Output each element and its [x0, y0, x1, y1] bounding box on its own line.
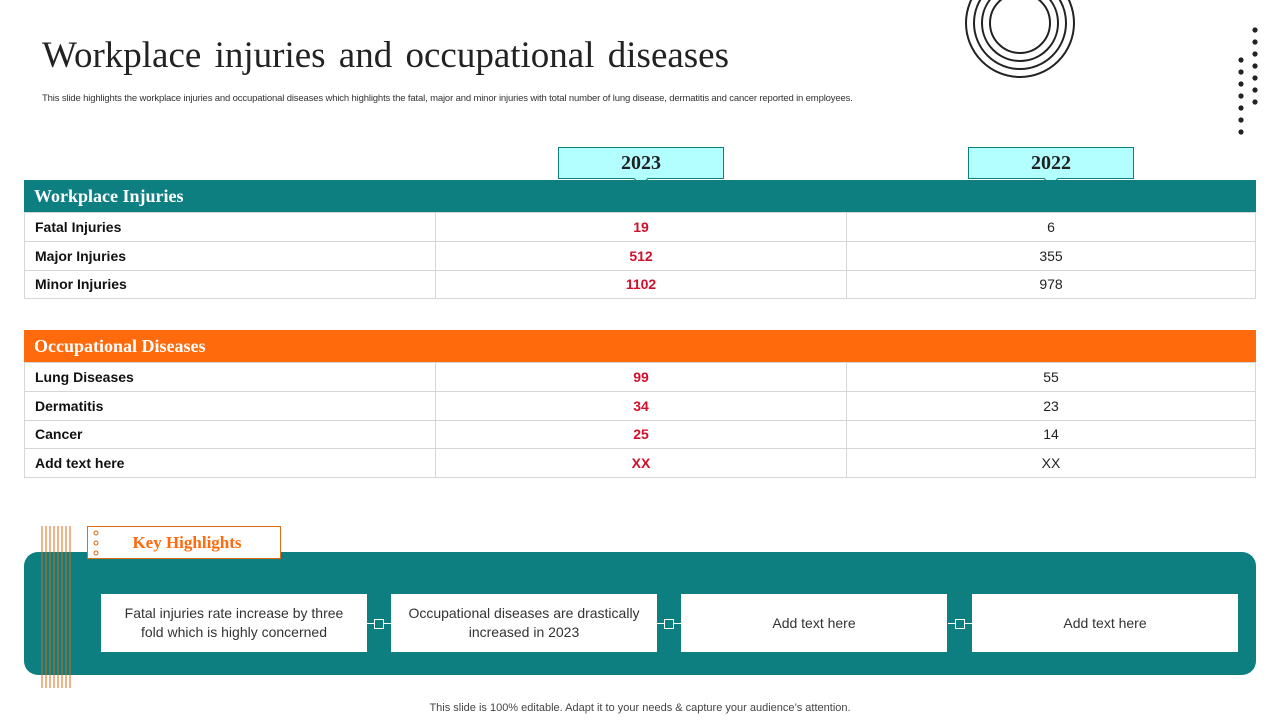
workplace-injuries-section: [24, 180, 1256, 299]
table-row: [25, 449, 1256, 478]
occupational-diseases-section: [24, 330, 1256, 478]
value-2023: 99: [436, 363, 847, 392]
highlight-box: Add text here: [972, 594, 1238, 652]
table-row: [25, 420, 1256, 449]
highlight-box: Occupational diseases are drastically increased in 2023: [391, 594, 657, 652]
connector-line: [657, 623, 681, 624]
row-label: Dermatitis: [25, 391, 436, 420]
value-2023: 19: [436, 213, 847, 242]
key-highlights-text: Key Highlights: [132, 532, 242, 552]
workplace-injuries-table: [24, 212, 1256, 299]
vertical-stripes-decoration: [41, 526, 73, 688]
page-title: Workplace injuries and occupational diseases: [42, 35, 730, 76]
row-label: Add text here: [25, 449, 436, 478]
value-2022: XX: [847, 449, 1256, 478]
concentric-circles-decoration: [960, 0, 1080, 82]
highlight-box: Fatal injuries rate increase by three fold which is highly concerned: [101, 594, 367, 652]
row-label: Fatal Injuries: [25, 213, 436, 242]
year-2022-header: 2022: [968, 147, 1134, 179]
value-2023: 34: [436, 391, 847, 420]
key-highlights-label: [87, 526, 281, 559]
workplace-injuries-heading: Workplace Injuries: [24, 180, 1256, 212]
table-row: [25, 241, 1256, 270]
value-2022: 14: [847, 420, 1256, 449]
dots-icon: [93, 530, 99, 556]
footer-note: This slide is 100% editable. Adapt it to your needs & capture your audience’s attention.: [429, 702, 851, 714]
value-2022: 23: [847, 391, 1256, 420]
value-2023: 512: [436, 241, 847, 270]
row-label: Major Injuries: [25, 241, 436, 270]
dot-pattern-decoration: [1234, 26, 1264, 144]
row-label: Minor Injuries: [25, 270, 436, 299]
year-2023-header: 2023: [558, 147, 724, 179]
table-row: [25, 213, 1256, 242]
connector-line: [948, 623, 972, 624]
value-2022: 978: [847, 270, 1256, 299]
value-2022: 55: [847, 363, 1256, 392]
connector-line: [367, 623, 391, 624]
value-2023: 25: [436, 420, 847, 449]
table-row: [25, 270, 1256, 299]
row-label: Cancer: [25, 420, 436, 449]
page-subtitle: This slide highlights the workplace injuries and occupational diseases which highlights the fatal, major and minor injuries with total number of lung disease, dermatitis and cancer reported in employees.: [42, 93, 853, 104]
value-2022: 355: [847, 241, 1256, 270]
table-row: [25, 363, 1256, 392]
value-2023: 1102: [436, 270, 847, 299]
table-row: [25, 391, 1256, 420]
occupational-diseases-table: [24, 362, 1256, 478]
row-label: Lung Diseases: [25, 363, 436, 392]
highlight-box: Add text here: [681, 594, 947, 652]
occupational-diseases-heading: Occupational Diseases: [24, 330, 1256, 362]
value-2022: 6: [847, 213, 1256, 242]
value-2023: XX: [436, 449, 847, 478]
